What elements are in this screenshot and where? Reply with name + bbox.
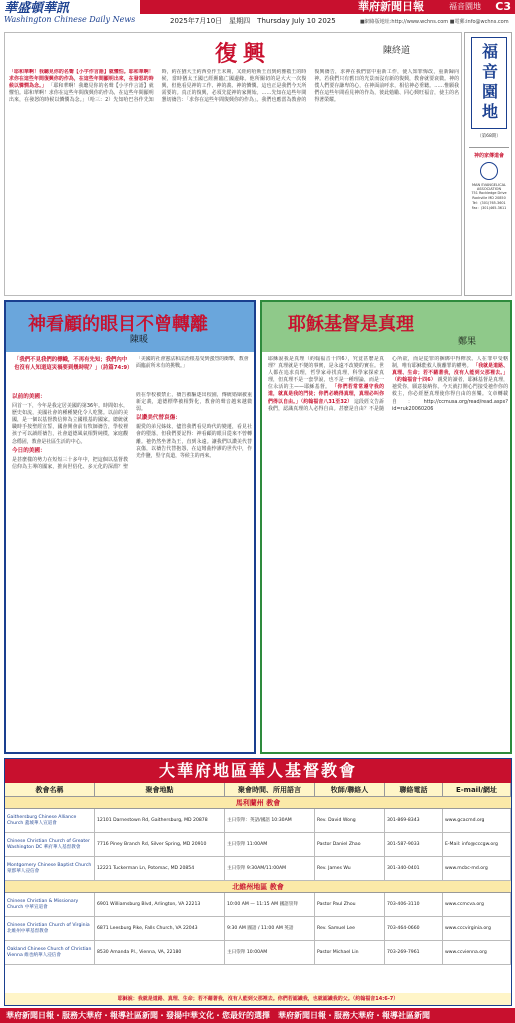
sponsor-name-en: MAN EVANGELICAL ASSOCIATION <box>471 183 507 191</box>
church-website[interactable]: www.cccvirginia.org <box>443 917 511 940</box>
article-jesus-truth <box>260 300 512 754</box>
phone-number[interactable]: 301-587-9033 <box>385 833 443 856</box>
article-intro: 「美國的社會憲法和法治根基受到強烈的衝擊，教會面臨前所未有的挑戰。」 <box>136 356 249 370</box>
church-row <box>5 809 511 833</box>
phone-number[interactable]: 301-340-0401 <box>385 857 443 880</box>
scripture-quote: 「你們若常常遵守我的道，就真是我的門徒；你們必曉得真理，真理必叫你們得以自由。」（約翰福音八31至32） <box>268 384 384 405</box>
article-author: 鄭果 <box>458 337 477 347</box>
subheading: 以前的美國： <box>12 394 46 400</box>
page-number: C3 <box>495 0 511 13</box>
article-text: 親愛的讀者，耶穌基督是真理，祂愛你，願意接納你。今天就打開心門接受祂作你的救主，你必經歷真理使你得自由的喜樂。文章轉載自：http://ccmusa.org/read/read.aspx?id=ruk20060206 <box>392 377 508 412</box>
logo-english: Washington Chinese Daily News <box>4 15 136 24</box>
church-website[interactable]: www.ccvienna.org <box>443 941 511 964</box>
page-footer: 華府新聞日報・服務大華府・報導社區新聞・發揚中華文化・您最好的選擇 華府新聞日報・服務大華府・報導社區新聞 <box>0 1008 515 1023</box>
directory-footer: 耶穌說：我就是道路、真理、生命；若不藉著我，沒有人能到父那裡去。你們若認識我，也就認識我的父。（約翰福音14:6-7） <box>5 993 511 1005</box>
church-address: 8530 Amanda Pl., Vienna, VA, 22180 <box>95 941 225 964</box>
issue-number: （第68期） <box>477 134 501 139</box>
church-website[interactable]: E-Mail: info@cccgw.org <box>443 833 511 856</box>
church-website[interactable]: www.ccmcva.org <box>443 893 511 916</box>
church-name: Chinese Christian Church of Virginia 北維州中華基督教會 <box>5 917 95 940</box>
article-author: 陳暖 <box>130 335 149 345</box>
church-address: 6901 Williamsburg Blvd, Arlington, VA 22213 <box>95 893 225 916</box>
column-header: E-mail/網址 <box>443 783 511 796</box>
service-time: 主日崇拜 11:00AM <box>225 833 315 856</box>
scripture-quote: 「我就是道路、真理、生命；若不藉著我，沒有人能到父那裡去。」（約翰福音十四6） <box>392 363 508 384</box>
phone-number[interactable]: 703-464-0660 <box>385 917 443 940</box>
pastor-contact: Rev. Samuel Lee <box>315 917 385 940</box>
column-header: 聚會時間、所用語言 <box>225 783 315 796</box>
service-time: 10:00 AM — 11:15 AM 國語崇拜 <box>225 893 315 916</box>
sponsor-logo-icon <box>480 162 498 180</box>
page-header <box>0 0 515 30</box>
phone-number[interactable]: 703-269-7961 <box>385 941 443 964</box>
pastor-contact: Pastor Michael Lin <box>315 941 385 964</box>
church-name: Oakland Chinese Church of Christian Vienna 維也納華人浸信會 <box>5 941 95 964</box>
newspaper-title: 華府新聞日報 <box>358 0 424 13</box>
article-text: 這段經文告訴我們，認識真理的人必得自由。甚麼是自由？不是隨心所欲，而是從罪的捆綁中得釋放。人在罪中受轄制，唯有耶穌能救人脫離罪的權勢。 <box>268 356 508 412</box>
article-text: 耶穌說我是真理（約翰福音十四6），究竟甚麼是真理？真理就是不變的事實，是永遠不改變的實在。世人都在追求真理，哲學家尋找真理，科學家探索真理，但真理不是一套學說，也不是一種理論，而是一位永活的主——耶穌基督。 <box>268 356 384 391</box>
service-time: 主日崇拜：英語/國語 10:30AM <box>225 809 315 832</box>
church-directory <box>4 758 512 1006</box>
directory-title: 大華府地區華人基督教會 <box>5 759 511 783</box>
church-address: 12221 Tuckerman Ln, Potomac, MD 20854 <box>95 857 225 880</box>
church-row <box>5 893 511 917</box>
masthead-logo[interactable] <box>4 2 154 24</box>
church-address: 6871 Leesburg Pike, Falls Church, VA 22043 <box>95 917 225 940</box>
church-row <box>5 941 511 965</box>
column-header: 聚會地點 <box>95 783 225 796</box>
article-body <box>12 392 252 750</box>
header-bar <box>140 0 515 14</box>
church-address: 7716 Piney Branch Rd, Silver Spring, MD 20910 <box>95 833 225 856</box>
pastor-contact: Rev. David Wong <box>315 809 385 832</box>
pastor-contact: Rev. James Wu <box>315 857 385 880</box>
article-text: 是甚麼樣的勢力在短短三十多年中，把這個以基督教信仰為主導的國家，推向世俗化、多元化的深淵？聖經在學校被禁止，禱告被驅逐出校園，傳統婚姻被重新定義，道德標準被相對化，教會的聲音越來越微弱。 <box>12 392 252 470</box>
phone-number[interactable]: 301-869-8343 <box>385 809 443 832</box>
pastor-contact: Pastor Daniel Zhao <box>315 833 385 856</box>
service-time: 主日崇拜 10:00AM <box>225 941 315 964</box>
article-header <box>262 302 510 352</box>
article-text: 回首一下，今年是我定居美國的第36年。時間如水，歷史如流，美國社會的種種變化令人吃驚。以前的美國，是一個以基督教信仰為立國根基的國家。總統就職時手按聖經宣誓，國會開會前有牧師禱告，學校裡孩子可以讀經禱告，社會道德風氣相對純樸，家庭觀念穩固，教會是社區生活的中心。 <box>12 403 128 445</box>
directory-columns <box>5 783 511 797</box>
article-text: 親愛的弟兄姊妹，儘管我們看見時代的變遷，看見社會的墮落，但我們要記得：神看顧的眼目從來不曾轉離。祂仍然坐著為王，直到永遠。讓我們以讚美代替哀傷，以禱告代替抱怨，在這彎曲悖謬的世代中，作光作鹽，堅守真道，等候主的再來。 <box>136 424 252 459</box>
church-website[interactable]: www.gcacmd.org <box>443 809 511 832</box>
subheading: 以讚美代替哀傷： <box>136 415 181 422</box>
logo-chinese: 華盛頓華訊 <box>4 1 70 16</box>
article-revival <box>4 32 462 296</box>
phone-number[interactable]: 703-406-3110 <box>385 893 443 916</box>
article-body <box>268 356 508 750</box>
church-row <box>5 917 511 941</box>
sponsor-name: 神的家傳道會 <box>473 153 504 159</box>
article-title: 復興 <box>215 41 272 67</box>
article-title: 神看顧的眼目不曾轉離 <box>28 314 208 335</box>
church-row <box>5 833 511 857</box>
scripture-quote: 「耶和華啊！我聽見你的名聲【小字作言語】就懼怕。耶和華啊！求你在這些年間復興你的作為，在這些年間顯明出來，在發怒的時候以憐憫為念。」 <box>9 69 154 90</box>
scripture-quote: 「我們不見我們的標幟，不再有先知；我們內中也沒有人知道這災禍要到幾時呢？」（詩篇74:9） <box>14 357 133 372</box>
section-sidebar <box>464 32 512 296</box>
service-time: 主日崇拜 9:30AM/11:00AM <box>225 857 315 880</box>
region-northern-virginia: 北維州地區 教會 <box>5 881 511 893</box>
article-god-watching <box>4 300 256 754</box>
sponsor-block <box>469 147 509 210</box>
pastor-contact: Pastor Paul Zhou <box>315 893 385 916</box>
article-title: 耶穌基督是真理 <box>288 314 414 335</box>
article-body <box>9 69 459 293</box>
church-name: Gaithersburg Chinese Alliance Church 蓋城華人宣道會 <box>5 809 95 832</box>
church-row <box>5 857 511 881</box>
issue-date: 2025年7月10日 星期四 Thursday July 10 2025 <box>170 17 336 25</box>
column-header: 聯絡電話 <box>385 783 443 796</box>
header-links[interactable]: ■網絡版地址:http://www.wchns.com ■電郵:info@wchns.com <box>360 19 509 25</box>
sponsor-address: 751 Rockledge Drive Rockville MD 20850 Tel：(301)765-3601 Fax：(301)465-3611 <box>471 191 507 210</box>
sidebar-title: 福音園地 <box>471 37 507 129</box>
church-name: Chinese Christian & Missionary Church 中華宣道會 <box>5 893 95 916</box>
subheading: 今日的美國： <box>12 447 46 454</box>
column-header: 牧師/聯絡人 <box>315 783 385 796</box>
service-time: 9:30 AM 國語 / 11:00 AM 英語 <box>225 917 315 940</box>
article-author: 陳終道 <box>383 46 411 56</box>
article-header <box>6 302 254 352</box>
church-website[interactable]: www.mcbc-md.org <box>443 857 511 880</box>
region-maryland: 馬利蘭州 教會 <box>5 797 511 809</box>
section-name: 福音園地 <box>449 2 481 11</box>
church-address: 12101 Darnestown Rd, Gaithersburg, MD 20878 <box>95 809 225 832</box>
church-name: Chinese Christian Church of Greater Washington DC 華府華人基督教會 <box>5 833 95 856</box>
article-text: 「耶和華啊！我聽見你的名聲【小字作言語】就懼怕。耶和華啊！求你在這些年間復興你的作為，在這些年間顯明出來，在發怒的時候以憐憫為念。」（哈三：2）先知哈巴谷作先知時，約在猶大王約西亞作王末期，又經約哈斯王直到約雅敬王的時候，當時猶太王國已經瀕臨亡國邊緣。他所關切的是大大一次復興，但他看見神的工作、神的義、神的憐憫。這也正是我們今天所需要的。真正的復興，必須先從神的家開始。……先知在這些年間懇切禱告：「求你在這些年間復興你的作為」。我們也應當為教會的復興禱告，求神在我們當中重新工作，使人知罪悔改，重新歸向神。若我們只有舊日的光景而沒有新的復興，教會就要衰微。神的僕人們要存謙卑的心，在神面前呼求，相信神必垂聽。……惟願我們在這些年間看見神的作為，彼此勉勵、同心興旺福音，使主的名得著榮耀。 <box>9 69 459 104</box>
church-name: Montgomery Chinese Baptist Church 蒙郡華人浸信會 <box>5 857 95 880</box>
column-header: 教會名稱 <box>5 783 95 796</box>
